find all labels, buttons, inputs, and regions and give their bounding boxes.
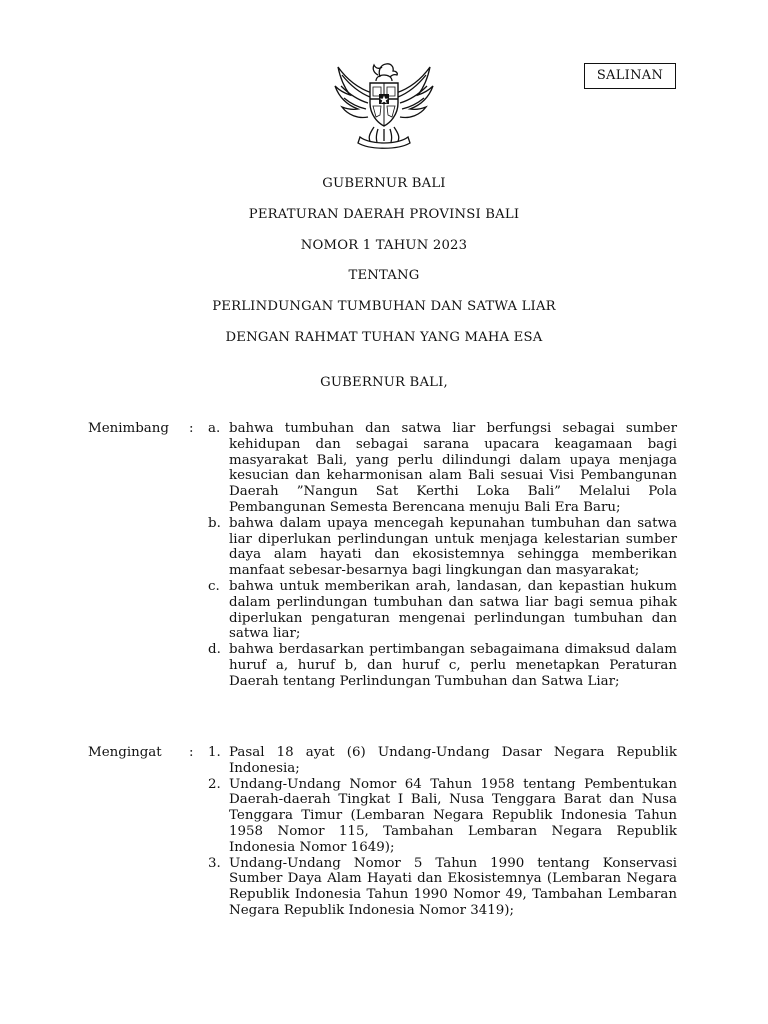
governor-salutation: GUBERNUR BALI, bbox=[320, 375, 448, 390]
menimbang-item-c bbox=[208, 579, 677, 642]
invocation: DENGAN RAHMAT TUHAN YANG MAHA ESA bbox=[225, 330, 543, 345]
mengingat-item-2 bbox=[208, 777, 677, 856]
salinan-stamp: SALINAN bbox=[584, 63, 676, 89]
regulation-type: PERATURAN DAERAH PROVINSI BALI bbox=[248, 207, 520, 222]
item-text: Undang-Undang Nomor 64 Tahun 1958 tentang Pembentukan Daerah-daerah Tingkat I Bali, Nusa Tenggara Barat dan Nusa Tenggara Timur (Lembaran Negara Republik Indonesia Tahun 1958 Nomor 115, Tambahan Lembaran Negara Republik Indonesia Nomor 1649); bbox=[229, 776, 677, 855]
issuer-title: GUBERNUR BALI bbox=[322, 176, 446, 191]
item-marker: d. bbox=[208, 642, 221, 658]
menimbang-item-d bbox=[208, 642, 677, 689]
item-text: bahwa berdasarkan pertimbangan sebagaimana dimaksud dalam huruf a, huruf b, dan huruf c, perlu menetapkan Peraturan Daerah tentang Perlindungan Tumbuhan dan Satwa Liar; bbox=[229, 642, 677, 689]
menimbang-label: Menimbang bbox=[88, 421, 169, 436]
menimbang-colon: : bbox=[189, 421, 194, 436]
menimbang-item-a bbox=[208, 421, 677, 516]
item-text: Undang-Undang Nomor 5 Tahun 1990 tentang Konservasi Sumber Daya Alam Hayati dan Ekosistemnya (Lembaran Negara Republik Indonesia Tahun 1990 Nomor 49, Tambahan Lembaran Negara Republik Indonesia Nomor 3419); bbox=[229, 855, 677, 918]
regulation-subject: PERLINDUNGAN TUMBUHAN DAN SATWA LIAR bbox=[212, 299, 556, 314]
mengingat-item-1 bbox=[208, 745, 677, 777]
item-text: bahwa dalam upaya mencegah kepunahan tumbuhan dan satwa liar diperlukan perlindungan untuk menjaga kelestarian sumber daya alam hayati dan ekosistemnya sehingga memberikan manfaat sebesar-besarnya bagi lingkungan dan masyarakat; bbox=[229, 515, 677, 579]
item-text: bahwa untuk memberikan arah, landasan, dan kepastian hukum dalam perlindungan tumbuhan dan satwa liar bagi semua pihak diperlukan pengaturan mengenai perlindungan tumbuhan dan satwa liar; bbox=[229, 578, 677, 642]
item-text: bahwa tumbuhan dan satwa liar berfungsi sebagai sumber kehidupan dan sebagai sarana upacara keagamaan bagi masyarakat Bali, yang perlu dilindungi dalam upaya menjaga kesucian dan keharmonisan alam Bali sesuai Visi Pembangunan Daerah ”Nangun Sat Kerthi Loka Bali” Melalui Pola Pembangunan Semesta Berencana menuju Bali Era Baru; bbox=[229, 421, 677, 515]
mengingat-list bbox=[208, 745, 677, 919]
about-heading: TENTANG bbox=[348, 268, 420, 283]
item-marker: a. bbox=[208, 421, 221, 436]
item-marker: 1. bbox=[208, 745, 221, 760]
regulation-number: NOMOR 1 TAHUN 2023 bbox=[300, 238, 468, 253]
item-marker: 3. bbox=[208, 855, 221, 871]
menimbang-list bbox=[208, 421, 677, 690]
item-marker: 2. bbox=[208, 776, 221, 792]
mengingat-item-3 bbox=[208, 856, 677, 919]
item-marker: b. bbox=[208, 515, 221, 531]
mengingat-label: Mengingat bbox=[88, 745, 162, 760]
item-text: Pasal 18 ayat (6) Undang-Undang Dasar Negara Republik Indonesia; bbox=[229, 745, 677, 776]
menimbang-item-b bbox=[208, 516, 677, 579]
mengingat-colon: : bbox=[189, 745, 194, 760]
item-marker: c. bbox=[208, 578, 220, 594]
garuda-emblem-icon bbox=[330, 53, 438, 151]
